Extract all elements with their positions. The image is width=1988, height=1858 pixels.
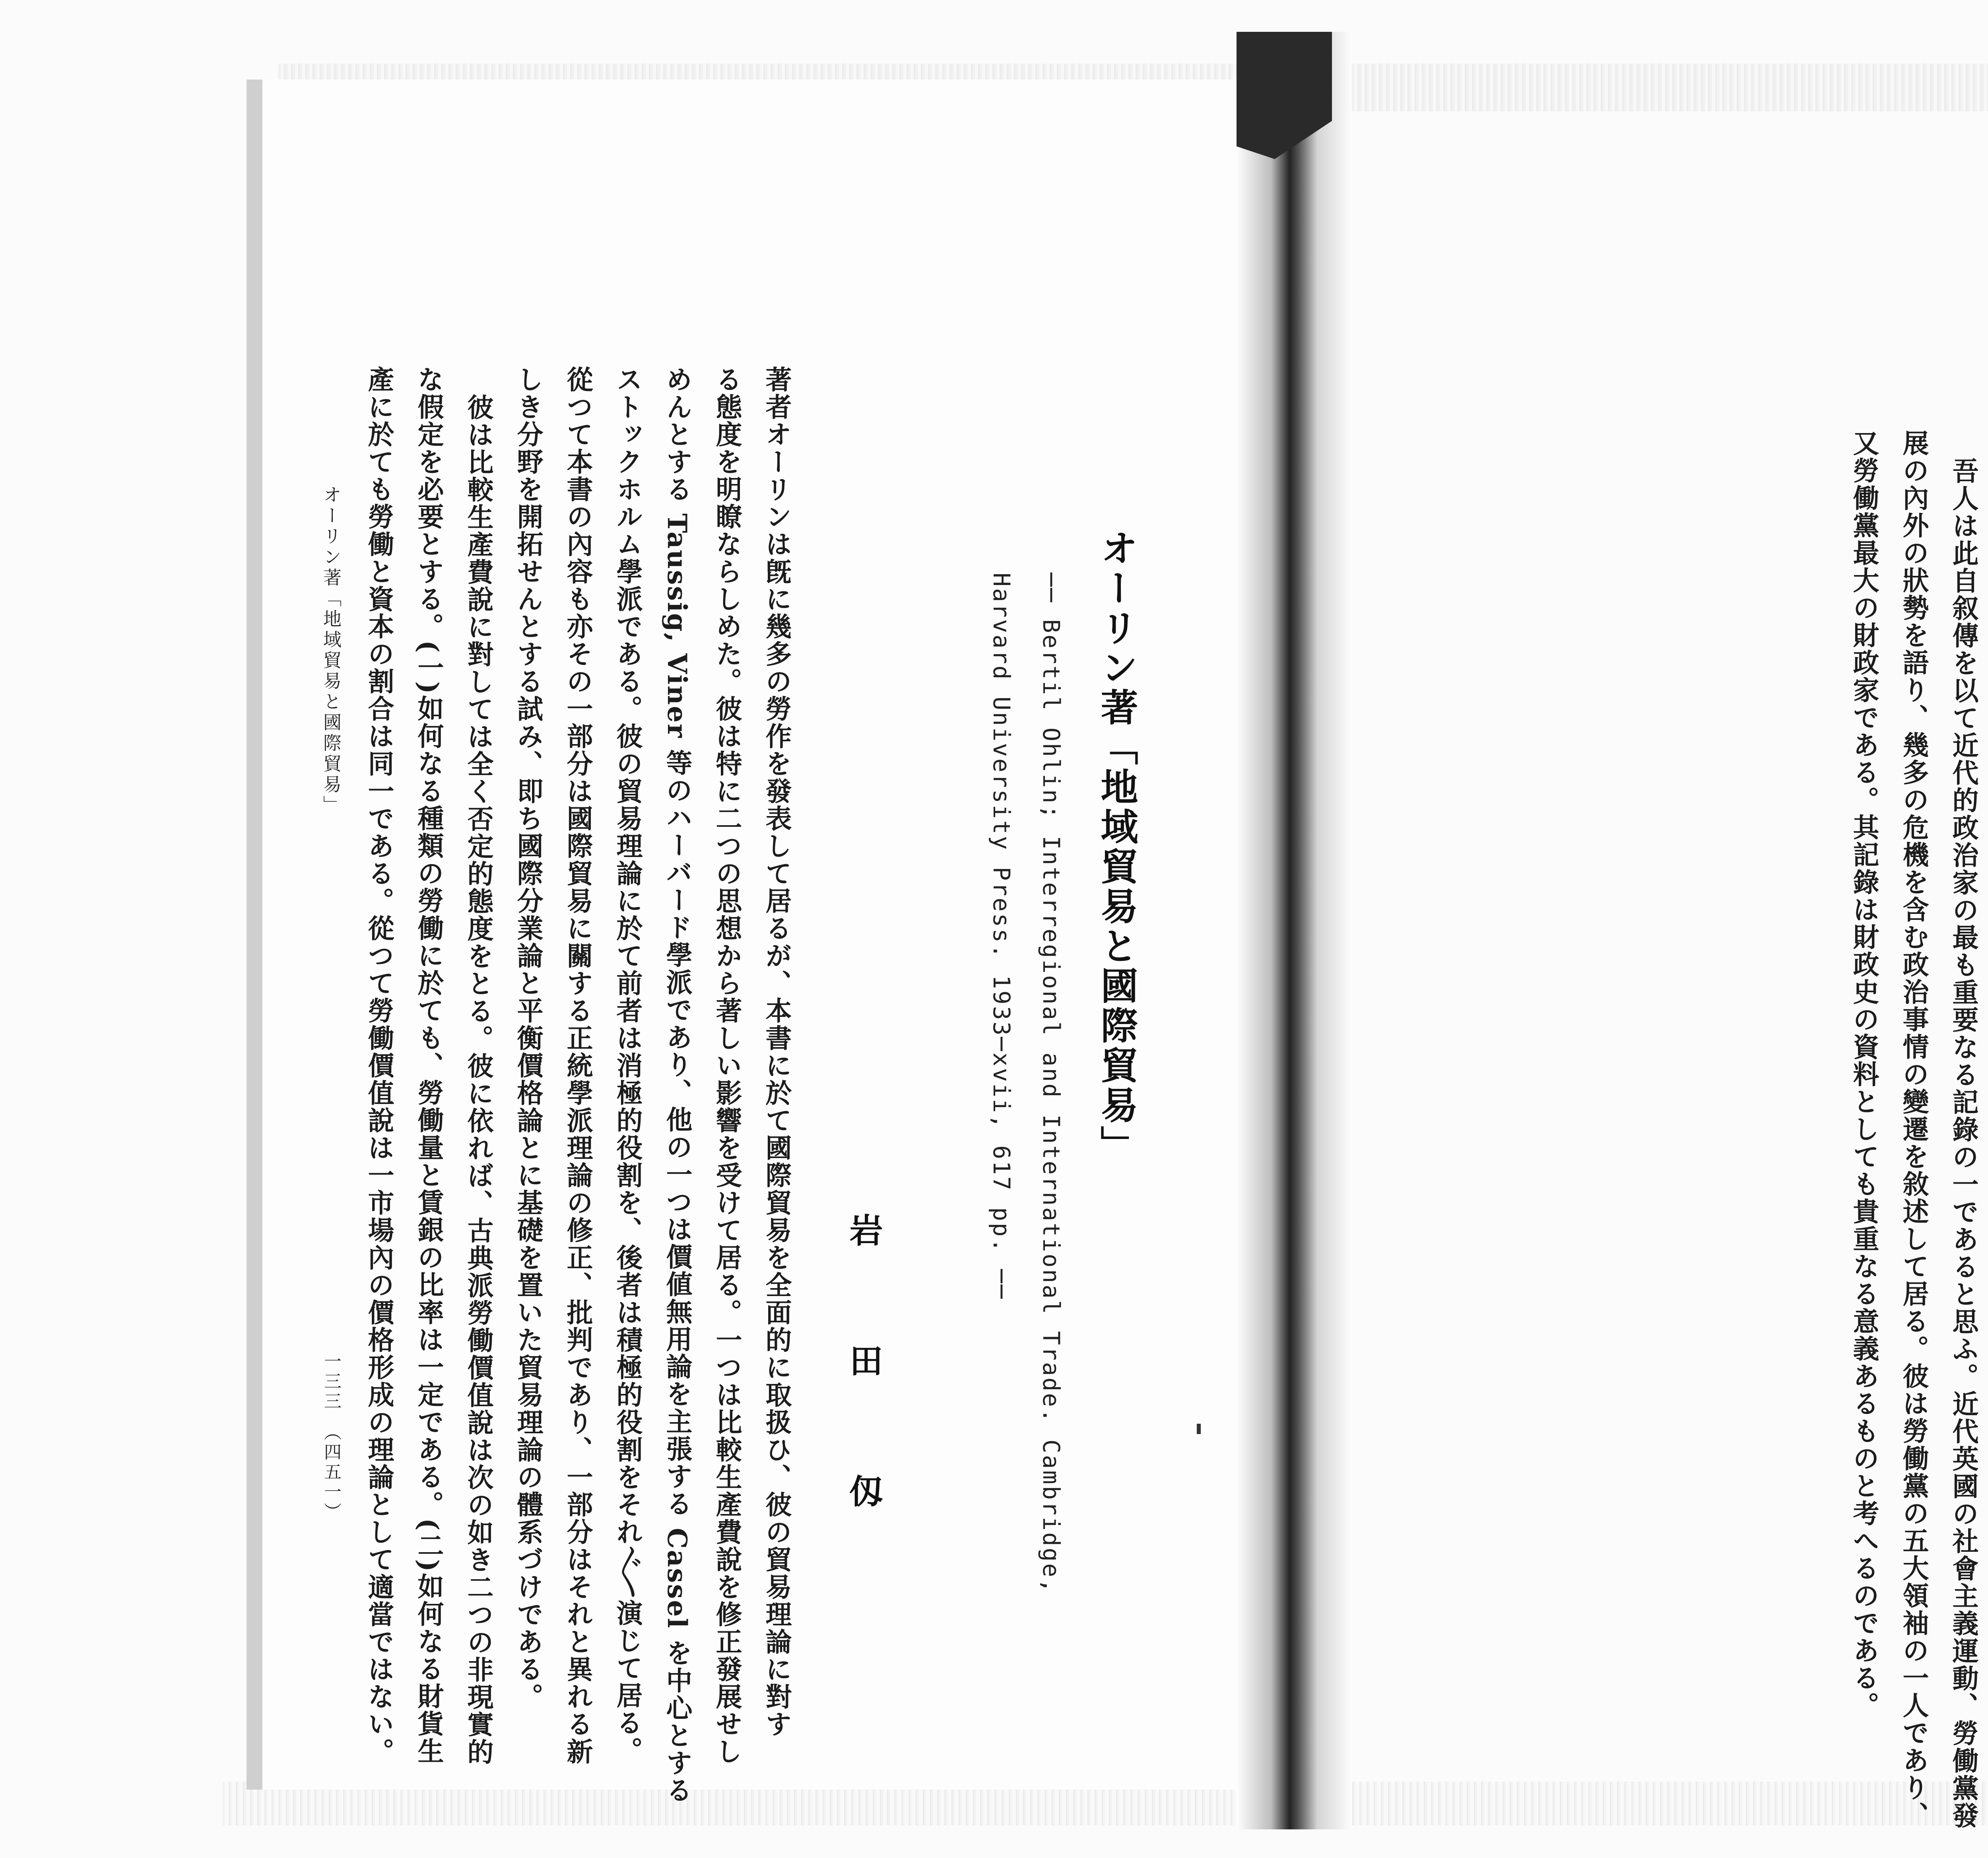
left-text-col-3: めんとする Taussig, Viner 等のハーバード學派であり、他の一つは價値無用論を主張する Cassel を中心とする [662,366,693,1804]
book-citation-line-2: Harvard University Press. 1933─xvii, 617 pp. ── [988,573,1015,1300]
review-title: オーリン著「地域貿易と國際貿易」 [1094,529,1138,1165]
right-text-col-6: 吾人は此自叙傳を以て近代的政治家の最も重要なる記錄の一であると思ふ。近代英國の社會主義運動、勞働黨發 [1948,457,1979,1829]
left-text-col-5: 從つて本書の內容も亦その一部分は國際貿易に關する正統學派理論の修正、批判であり、一部分はそれと異れる新 [562,366,593,1765]
ink-speck [1197,1424,1201,1434]
reviewer-name: 岩 田 仭 [844,1213,883,1539]
left-text-col-7: 彼は比較生產費說に對しては全く否定的態度をとる。彼に依れば、古典派勞働價值說は次の如き二つの非現實的 [463,394,494,1766]
book-spine-gutter [1237,32,1352,1829]
left-page-number: 一三三 （四五一） [321,1352,341,1522]
left-text-col-8: な假定を必要とする。(一)如何なる種類の勞働に於ても、勞働量と賃銀の比率は一定である。(二)如何なる財貨生 [413,366,444,1765]
right-page [1348,135,1988,1782]
left-text-col-9: 產に於ても勞働と資本の割合は同一である。從つて勞働價值說は一市場內の價格形成の理論として適當ではない。 [363,366,394,1765]
left-text-col-2: る態度を明瞭ならしめた。彼は特に二つの思想から著しい影響を受けて居る。一つは比較生產費說を修正發展せし [711,366,742,1765]
left-text-col-6: しき分野を開拓せんとする試み、即ち國際分業論と平衡價格論とに基礎を置いた貿易理論の體系づけである。 [513,366,544,1710]
left-running-head: オーリン著「地域貿易と國際貿易」 [320,485,342,816]
book-citation-line-1: ── Bertil Ohlin; Interregional and International Trade. Cambridge, [1038,573,1065,1594]
left-text-col-1: 著者オーリンは旣に幾多の勞作を發表して居るが、本書に於て國際貿易を全面的に取扱ひ、彼の貿易理論に對す [761,366,792,1738]
left-text-col-4: ストックホルム學派である。彼の貿易理論に於て前者は消極的役割を、後者は積極的役割をそれ〴〵演じて居る。 [612,366,643,1764]
right-text-col-7: 展の內外の狀勢を語り、幾多の危機を含む政治事情の變遷を敘述して居る。彼は勞働黨の五大領袖の一人であり、 [1898,430,1929,1829]
right-text-col-8: 又勞働黨最大の財政家である。其記錄は財政史の資料としても貴重なる意義あるものと考へるのである。 [1848,430,1879,1719]
